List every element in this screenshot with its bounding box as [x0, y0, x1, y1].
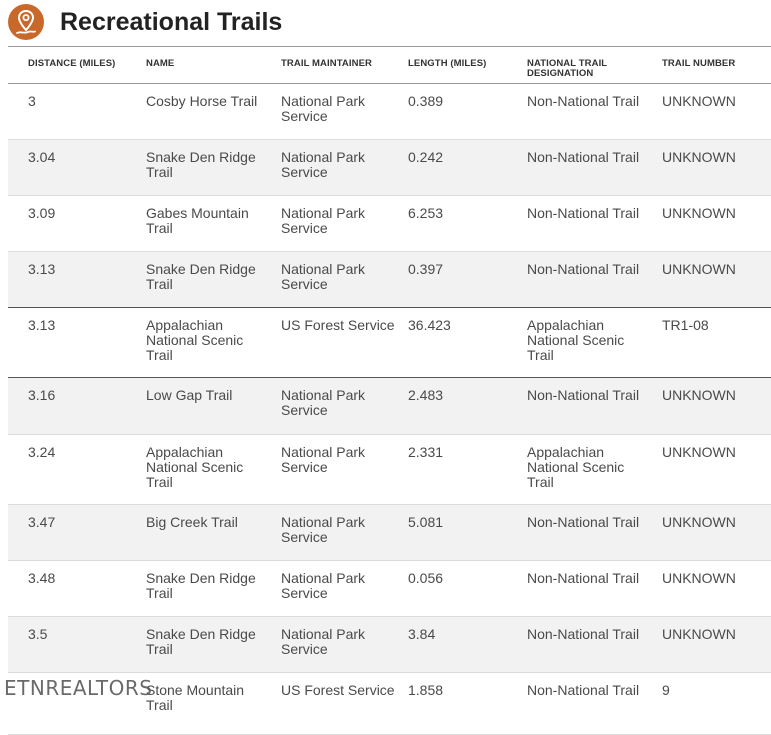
cell-name: Cosby Horse Trail — [146, 93, 258, 109]
cell-trail-number: UNKNOWN — [662, 444, 736, 460]
cell-national-trail-designation: Non-National Trail — [527, 387, 640, 403]
cell-distance: 3.24 — [28, 444, 56, 460]
cell-trail-number: UNKNOWN — [662, 570, 736, 586]
cell-trail-maintainer: National Park Service — [281, 514, 366, 545]
cell-length: 2.331 — [408, 444, 444, 460]
cell-distance: 3.13 — [28, 317, 56, 333]
cell-length: 36.423 — [408, 317, 451, 333]
cell-trail-maintainer: National Park Service — [281, 387, 366, 418]
cell-trail-maintainer: US Forest Service — [281, 682, 395, 698]
column-header-national-trail-designation[interactable]: NATIONAL TRAIL DESIGNATION — [527, 58, 608, 79]
cell-trail-number: UNKNOWN — [662, 149, 736, 165]
table-row[interactable] — [8, 561, 771, 617]
cell-trail-maintainer: National Park Service — [281, 93, 366, 124]
cell-length: 0.056 — [408, 570, 444, 586]
cell-length: 0.389 — [408, 93, 444, 109]
cell-trail-maintainer: National Park Service — [281, 570, 366, 601]
column-header-name[interactable]: NAME — [146, 58, 175, 69]
cell-distance: 3.04 — [28, 149, 56, 165]
table-row[interactable] — [8, 505, 771, 561]
cell-national-trail-designation: Non-National Trail — [527, 682, 640, 698]
cell-name: Snake Den Ridge Trail — [146, 570, 256, 601]
column-header-length[interactable]: LENGTH (MILES) — [408, 58, 487, 69]
cell-distance: 3.48 — [28, 570, 56, 586]
cell-distance: 3.5 — [28, 626, 48, 642]
cell-trail-maintainer: National Park Service — [281, 205, 366, 236]
cell-trail-maintainer: National Park Service — [281, 444, 366, 475]
cell-name: Appalachian National Scenic Trail — [146, 317, 244, 363]
table-row[interactable] — [8, 435, 771, 505]
table-header — [8, 47, 771, 84]
column-header-distance[interactable]: DISTANCE (MILES) — [28, 58, 116, 69]
cell-trail-number: TR1-08 — [662, 317, 709, 333]
page-header — [0, 0, 771, 46]
cell-trail-number: 9 — [662, 682, 670, 698]
cell-trail-number: UNKNOWN — [662, 626, 736, 642]
cell-national-trail-designation: Appalachian National Scenic Trail — [527, 444, 625, 490]
cell-national-trail-designation: Non-National Trail — [527, 570, 640, 586]
cell-distance: 3.09 — [28, 205, 56, 221]
cell-trail-maintainer: US Forest Service — [281, 317, 395, 333]
cell-trail-number: UNKNOWN — [662, 261, 736, 277]
cell-national-trail-designation: Non-National Trail — [527, 626, 640, 642]
cell-national-trail-designation: Non-National Trail — [527, 93, 640, 109]
cell-length: 0.242 — [408, 149, 444, 165]
cell-national-trail-designation: Non-National Trail — [527, 149, 640, 165]
cell-length: 0.397 — [408, 261, 444, 277]
column-header-trail-number[interactable]: TRAIL NUMBER — [662, 58, 736, 69]
cell-trail-number: UNKNOWN — [662, 205, 736, 221]
trail-map-pin-icon — [8, 4, 44, 40]
cell-national-trail-designation: Non-National Trail — [527, 205, 640, 221]
cell-distance: 3.13 — [28, 261, 56, 277]
cell-trail-maintainer: National Park Service — [281, 149, 366, 180]
watermark: ETNREALTORS — [4, 676, 153, 700]
cell-distance: 3 — [28, 93, 36, 109]
cell-trail-number: UNKNOWN — [662, 514, 736, 530]
cell-trail-number: UNKNOWN — [662, 93, 736, 109]
table-row[interactable] — [8, 308, 771, 378]
cell-trail-maintainer: National Park Service — [281, 626, 366, 657]
cell-national-trail-designation: Non-National Trail — [527, 261, 640, 277]
cell-name: Stone Mountain Trail — [146, 682, 245, 713]
cell-length: 2.483 — [408, 387, 444, 403]
cell-name: Gabes Mountain Trail — [146, 205, 249, 236]
table-row[interactable] — [8, 196, 771, 252]
table-row[interactable] — [8, 617, 771, 673]
cell-name: Snake Den Ridge Trail — [146, 261, 256, 292]
table-row[interactable] — [8, 140, 771, 196]
table-row[interactable] — [8, 378, 771, 435]
table-row[interactable] — [8, 84, 771, 140]
cell-national-trail-designation: Non-National Trail — [527, 514, 640, 530]
page-title: Recreational Trails — [60, 8, 283, 36]
cell-name: Snake Den Ridge Trail — [146, 626, 256, 657]
trails-table — [8, 46, 771, 735]
column-header-trail-maintainer[interactable]: TRAIL MAINTAINER — [281, 58, 372, 69]
table-row[interactable] — [8, 252, 771, 308]
cell-length: 5.081 — [408, 514, 444, 530]
cell-national-trail-designation: Appalachian National Scenic Trail — [527, 317, 625, 363]
cell-length: 6.253 — [408, 205, 444, 221]
cell-trail-maintainer: National Park Service — [281, 261, 366, 292]
cell-name: Low Gap Trail — [146, 387, 233, 403]
cell-trail-number: UNKNOWN — [662, 387, 736, 403]
cell-name: Big Creek Trail — [146, 514, 238, 530]
cell-distance: 3.47 — [28, 514, 56, 530]
cell-distance: 3.16 — [28, 387, 56, 403]
cell-length: 1.858 — [408, 682, 444, 698]
cell-name: Snake Den Ridge Trail — [146, 149, 256, 180]
cell-name: Appalachian National Scenic Trail — [146, 444, 244, 490]
table-body — [8, 84, 771, 735]
cell-length: 3.84 — [408, 626, 436, 642]
